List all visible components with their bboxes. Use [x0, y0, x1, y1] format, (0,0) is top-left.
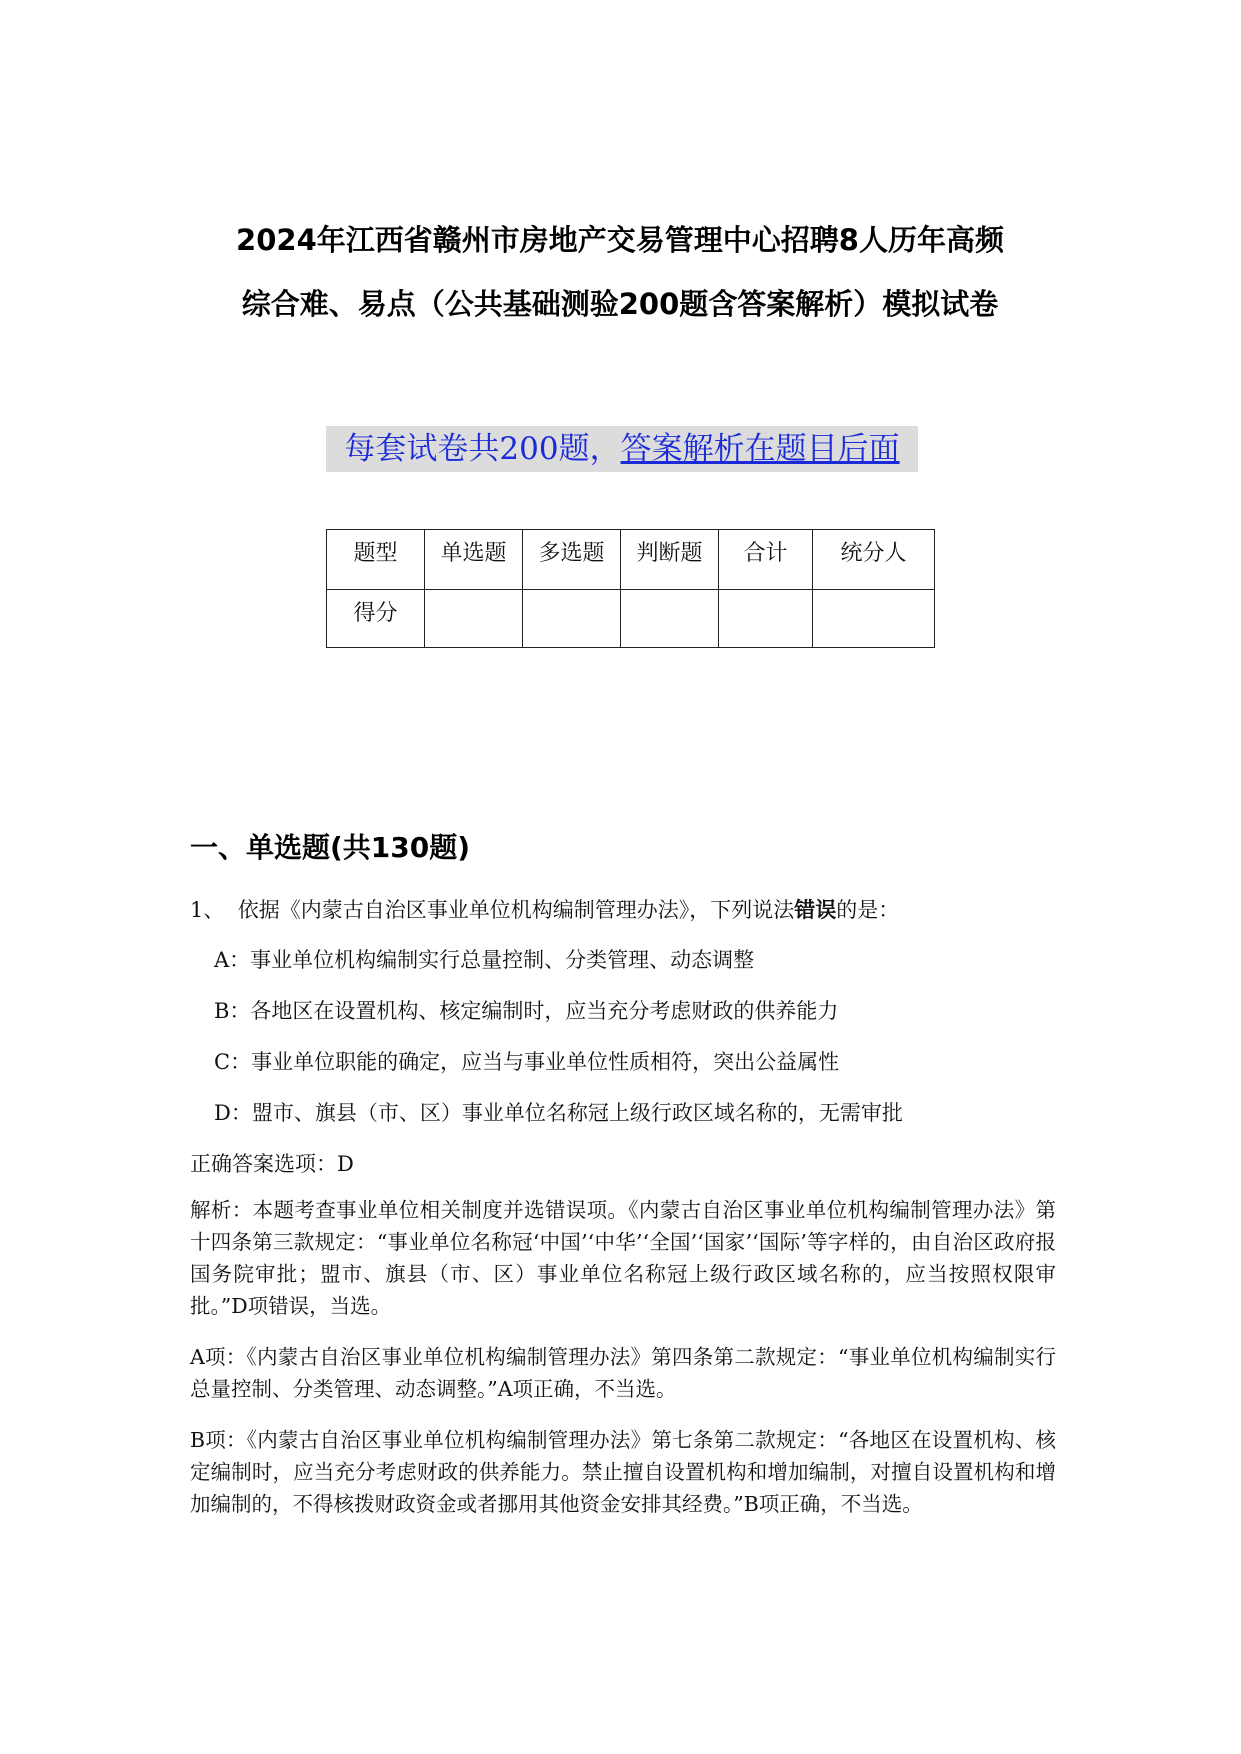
analysis-paragraph: B项：《内蒙古自治区事业单位机构编制管理办法》第七条第二款规定：“各地区在设置机构、核定编制时，应当充分考虑财政的供养能力。禁止擅自设置机构和增加编制，对擅自设置机构和增加编制的，不得核拨财政资金或者挪用其他资金安排其经费。”B项正确，不当选。 — [190, 1428, 1056, 1516]
option-d: D：盟市、旗县（市、区）事业单位名称冠上级行政区域名称的，无需审批 — [214, 1101, 903, 1125]
title-line-2: 综合难、易点（公共基础测验200题含答案解析）模拟试卷 — [241, 287, 999, 321]
notice-banner — [326, 426, 918, 472]
score-cell — [719, 590, 813, 648]
analysis-paragraph: A项：《内蒙古自治区事业单位机构编制管理办法》第四条第二款规定：“事业单位机构编制实行总量控制、分类管理、动态调整。”A项正确，不当选。 — [190, 1345, 1056, 1401]
table-header-cell: 多选题 — [523, 530, 621, 590]
title-line-1: 2024年江西省赣州市房地产交易管理中心招聘8人历年高频 — [236, 223, 1004, 257]
analysis-paragraph: 解析：本题考查事业单位相关制度并选错误项。《内蒙古自治区事业单位机构编制管理办法》第十四条第三款规定：“事业单位名称冠‘中国’‘中华’‘全国’‘国家’‘国际’等字样的，由自治区政府报国务院审批；盟市、旗县（市、区）事业单位名称冠上级行政区域名称的，应当按照权限审批。”D项错误，当选。 — [190, 1198, 1056, 1318]
question-stem-suffix: 的是： — [836, 898, 900, 922]
question-stem-prefix: 依据《内蒙古自治区事业单位机构编制管理办法》，下列说法 — [237, 898, 795, 922]
option-a: A：事业单位机构编制实行总量控制、分类管理、动态调整 — [214, 948, 755, 972]
document-title — [150, 208, 1090, 336]
banner-link[interactable]: 答案解析在题目后面 — [620, 431, 900, 467]
score-cell — [523, 590, 621, 648]
option-b: B：各地区在设置机构、核定编制时，应当充分考虑财政的供养能力 — [214, 999, 839, 1023]
table-header-cell: 题型 — [327, 530, 425, 590]
table-header-cell: 合计 — [719, 530, 813, 590]
score-cell — [621, 590, 719, 648]
table-header-cell: 统分人 — [813, 530, 935, 590]
section-heading: 一、单选题(共130题) — [190, 831, 471, 864]
question-stem-emphasis: 错误 — [794, 898, 837, 922]
question-number: 1、 — [190, 898, 225, 922]
question-stem — [190, 894, 899, 924]
table-header-cell: 判断题 — [621, 530, 719, 590]
score-cell — [425, 590, 523, 648]
score-row-label: 得分 — [327, 590, 425, 648]
score-table-score-row — [327, 590, 935, 648]
table-header-cell: 单选题 — [425, 530, 523, 590]
banner-text: 每套试卷共200题， — [344, 431, 621, 467]
score-cell — [813, 590, 935, 648]
score-table-header-row — [327, 530, 935, 590]
score-table — [326, 529, 935, 648]
option-c: C：事业单位职能的确定，应当与事业单位性质相符，突出公益属性 — [214, 1050, 840, 1074]
correct-answer: 正确答案选项：D — [190, 1152, 354, 1176]
